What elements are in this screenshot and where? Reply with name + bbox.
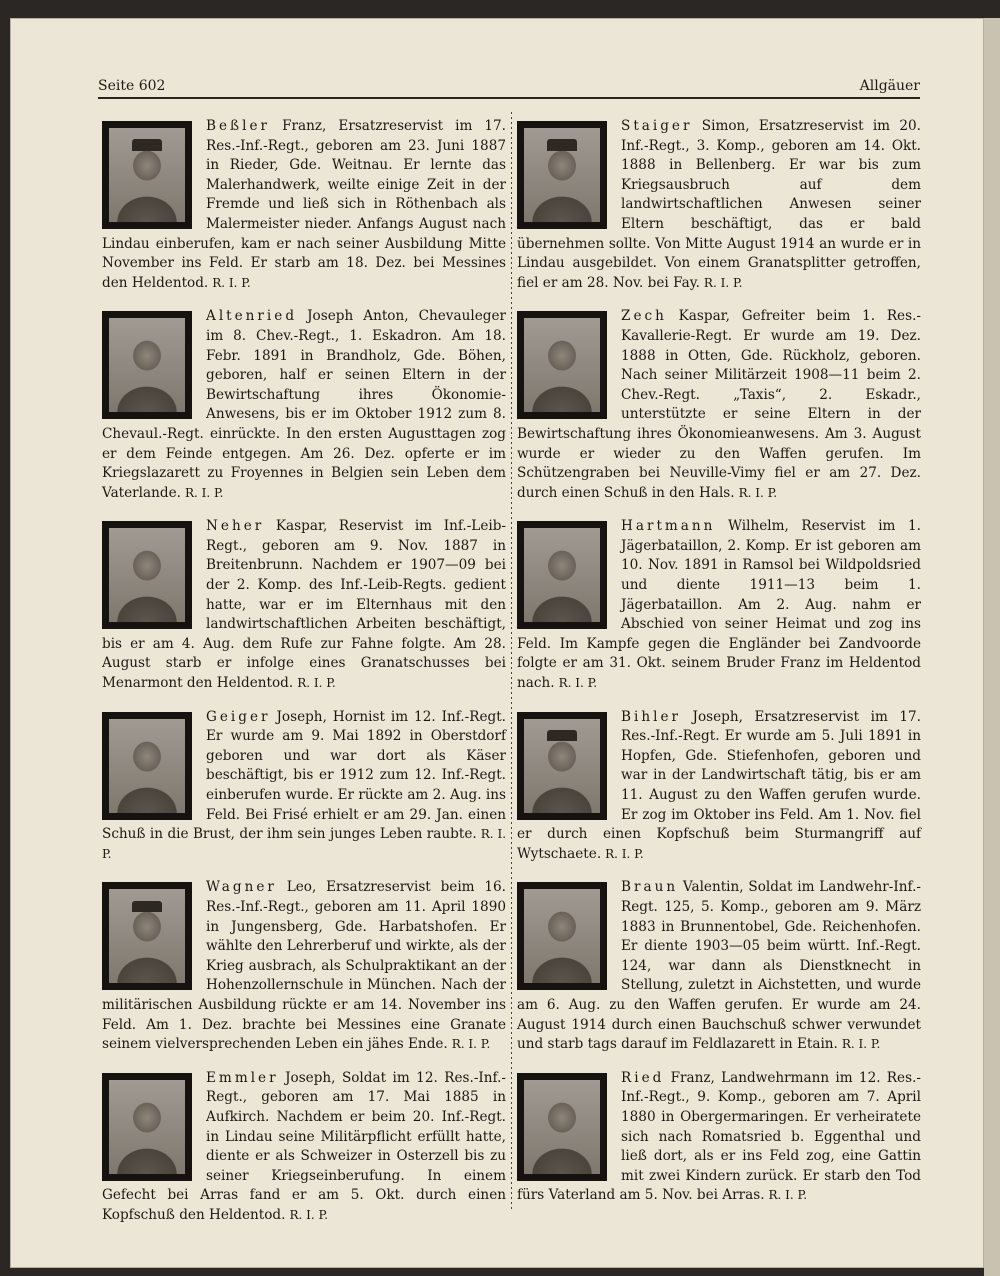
portrait-image [524, 1080, 600, 1174]
obituary-entry [102, 1069, 506, 1226]
cap-shape [132, 901, 162, 912]
obituary-text: Joseph, Ersatzreservist im 17. Res.-Inf.-Regt. Er wurde am 5. Juli 1891 in Hopfen, Gde. Stiefenhofen, geboren und war in der Landwirtschaft tätig, bis er am 11. August zu den Waffen gerufen wurde. Er zog im Oktober ins Feld. Am 1. Nov. fiel er durch einen Kopfschuß beim Sturmangriff auf Wytschaete. [517, 708, 921, 862]
rip-mark: R. I. P. [738, 485, 778, 500]
obituary-text: Kaspar, Gefreiter beim 1. Res.-Kavallerie-Regt. Er wurde am 19. Dez. 1888 in Otten, Gde. Rückholz, geboren. Nach seiner Militärzeit 1908—11 beim 2. Chev.-Regt. „Taxis“, 2. Eskadr., unterstützte er seine Eltern in der Bewirtschaftung ihres Ökonomieanwesens. Am 3. August wurde er wieder zu den Waffen gerufen. Im Schützengraben bei Neuville-Vimy fiel er am 27. Dez. durch einen Schuß in den Hals. [517, 308, 921, 501]
portrait-photo [102, 311, 192, 419]
header-rule [98, 97, 920, 99]
obituary-text: Joseph, Hornist im 12. Inf.-Regt. Er wurde am 9. Mai 1892 in Oberstdorf geboren und war dort als Käser beschäftigt, bis er 1912 zum 12. Inf.-Regt. einberufen wurde. Er rückte am 2. Aug. ins Feld. Bei Frisé erhielt er am 29. Jan. einen Schuß in die Brust, der ihm sein junges Leben raubte. [102, 708, 506, 843]
soldier-surname: Braun [621, 879, 679, 896]
soldier-surname: Geiger [206, 708, 271, 725]
soldier-surname: Zech [621, 308, 667, 325]
obituary-text: Joseph, Soldat im 12. Res.-Inf.-Regt., geboren am 17. Mai 1885 in Aufkirch. Nachdem er beim 20. Inf.-Regt. in Lindau seine Militärpflicht erfüllt hatte, diente er als Schweizer in Osterzell bis zu seiner Kriegseinberufung. In einem Gefecht bei Arras fand er am 5. Okt. durch einen Kopfschuß den Heldentod. [102, 1069, 506, 1223]
soldier-surname: Neher [206, 518, 265, 535]
obituary-text: Franz, Landwehrmann im 12. Res.-Inf.-Regt., 9. Komp., geboren am 7. April 1880 in Obergermaringen. Er verheiratete sich nach Romatsried b. Eggenthal und ließ dort, als er ins Feld zog, eine Gattin mit zwei Kindern zurück. Er starb den Tod fürs Vaterland am 5. Nov. bei Arras. [517, 1069, 921, 1204]
obituary-text: Valentin, Soldat im Landwehr-Inf.-Regt. 125, 5. Komp., geboren am 9. März 1883 in Brunnentobel, Gde. Reichenhofen. Er diente 1903—05 beim württ. Inf.-Regt. 124, war dann als Dienstknecht in Stellung, zuletzt in Aichstetten, und wurde am 6. Aug. zu den Waffen gerufen. Er wurde am 24. August 1914 durch einen Bauchschuß schwer verwundet und starb tags darauf im Feldlazarett in Etain. [517, 879, 921, 1053]
portrait-image [109, 528, 185, 622]
portrait-image [524, 719, 600, 813]
publication-title: Allgäuer [859, 78, 920, 94]
obituary-entry [517, 307, 921, 503]
portrait-photo [102, 121, 192, 229]
portrait-photo [102, 1073, 192, 1181]
rip-mark: R. I. P. [703, 275, 743, 290]
rip-mark: R. I. P. [841, 1037, 881, 1052]
portrait-photo [517, 521, 607, 629]
soldier-surname: Staiger [621, 118, 693, 134]
portrait-image [524, 528, 600, 622]
obituary-text: Wilhelm, Reservist im 1. Jägerbataillon, 2. Komp. Er ist geboren am 10. Nov. 1891 in Ramsol bei Wildpoldsried und diente 1911—13 beim 1. Jägerbataillon. Am 2. Aug. nahm er Abschied von seiner Heimat und zog ins Feld. Im Kampfe gegen die Engländer bei Zandvoorde folgte er am 31. Okt. seinem Bruder Franz im Heldentod nach. [517, 518, 921, 692]
rip-mark: R. I. P. [558, 676, 598, 691]
obituary-entry [102, 307, 506, 503]
cap-shape [547, 139, 577, 150]
portrait-photo [102, 521, 192, 629]
portrait-image [109, 318, 185, 412]
portrait-photo [517, 1073, 607, 1181]
rip-mark: R. I. P. [297, 676, 336, 691]
soldier-surname: Hartmann [621, 518, 716, 535]
obituary-entry [517, 1069, 921, 1206]
obituary-entry [517, 708, 921, 865]
obituary-entry [102, 517, 506, 693]
rip-mark: R. I. P. [451, 1037, 491, 1052]
obituary-text: Kaspar, Reservist im Inf.-Leib-Regt., geboren am 9. Nov. 1887 in Breitenbrunn. Nachdem er 1907—09 bei der 2. Komp. des Inf.-Leib-Regts. gedient hatte, war er im Elternhaus mit den landwirtschaftlichen Arbeiten beschäftigt, bis er am 4. Aug. dem Rufe zur Fahne folgte. Am 28. August starb er infolge eines Granatschusses bei Menarmont den Heldentod. [102, 518, 507, 692]
page-edge [984, 18, 1000, 1276]
portrait-image [109, 719, 185, 813]
rip-mark: R. I. P. [605, 846, 644, 861]
page-number: Seite 602 [98, 78, 166, 94]
cap-shape [132, 139, 162, 150]
rip-mark: R. I. P. [184, 485, 224, 500]
page-header [98, 78, 920, 96]
soldier-surname: Beßler [206, 118, 271, 134]
portrait-image [109, 889, 185, 983]
portrait-photo [517, 121, 607, 229]
soldier-surname: Bihler [621, 708, 681, 725]
cap-shape [547, 730, 577, 741]
obituary-entry [102, 117, 506, 293]
portrait-image [524, 128, 600, 222]
portrait-photo [517, 882, 607, 990]
portrait-photo [102, 712, 192, 820]
obituary-text: Franz, Ersatzreservist im 17. Res.-Inf.-Regt., geboren am 23. Juni 1887 in Rieder, Gde. Weitnau. Er lernte das Malerhandwerk, weilte einige Zeit in der Fremde und ließ sich in Röthenbach als Malermeister nieder. Anfangs August nach Lindau einberufen, kam er nach seiner Ausbildung Mitte November ins Feld. Er starb am 18. Dez. bei Messines den Heldentod. [102, 118, 507, 291]
obituary-entry [517, 517, 921, 693]
portrait-image [524, 318, 600, 412]
rip-mark: R. I. P. [102, 827, 507, 861]
soldier-surname: Ried [621, 1069, 665, 1086]
obituary-entry [102, 708, 506, 865]
portrait-image [109, 128, 185, 222]
soldier-surname: Emmler [206, 1069, 279, 1086]
portrait-image [109, 1080, 185, 1174]
portrait-image [524, 889, 600, 983]
obituary-entry [102, 878, 506, 1054]
soldier-surname: Wagner [206, 879, 277, 896]
rip-mark: R. I. P. [212, 275, 251, 290]
obituary-text: Joseph Anton, Chevauleger im 8. Chev.-Regt., 1. Eskadron. Am 18. Febr. 1891 in Brandholz, Gde. Böhen, geboren, half er seinen Eltern in der Bewirtschaftung ihres Ökonomie-Anwesens, bis er im Oktober 1912 zum 8. Chevaul.-Regt. einrückte. In den ersten Augusttagen zog er dem Feinde entgegen. Am 26. Dez. opferte er im Kriegslazarett zu Froyennes in Belgien sein Leben dem Vaterlande. [102, 308, 506, 501]
rip-mark: R. I. P. [289, 1207, 328, 1222]
soldier-surname: Altenried [206, 308, 298, 325]
obituary-entry [517, 117, 921, 293]
obituary-text: Simon, Ersatzreservist im 20. Inf.-Regt., 3. Komp., geboren am 14. Okt. 1888 in Bellenberg. Er war bis zum Kriegsausbruch auf dem landwirtschaftlichen Anwesen seiner Eltern beschäftigt, das er bald übernehmen sollte. Von Mitte August 1914 an wurde er in Lindau ausgebildet. Von einem Granatsplitter getroffen, fiel er am 28. Nov. bei Fay. [517, 118, 921, 291]
right-column [517, 117, 921, 1220]
obituary-entry [517, 878, 921, 1054]
portrait-photo [517, 311, 607, 419]
obituary-text: Leo, Ersatzreservist beim 16. Res.-Inf.-Regt., geboren am 11. April 1890 in Jungensberg, Gde. Harbatshofen. Er wählte den Lehrerberuf und wirkte, als der Krieg ausbrach, als Schulpraktikant an der Hohenzollernschule in München. Nach der militärischen Ausbildung rückte er am 14. November ins Feld. Am 1. Dez. brachte bei Messines eine Granate seinem vielversprechenden Leben ein jähes Ende. [102, 879, 506, 1053]
left-column [102, 117, 506, 1239]
portrait-photo [102, 882, 192, 990]
column-divider [511, 112, 512, 1212]
rip-mark: R. I. P. [768, 1188, 808, 1203]
portrait-photo [517, 712, 607, 820]
